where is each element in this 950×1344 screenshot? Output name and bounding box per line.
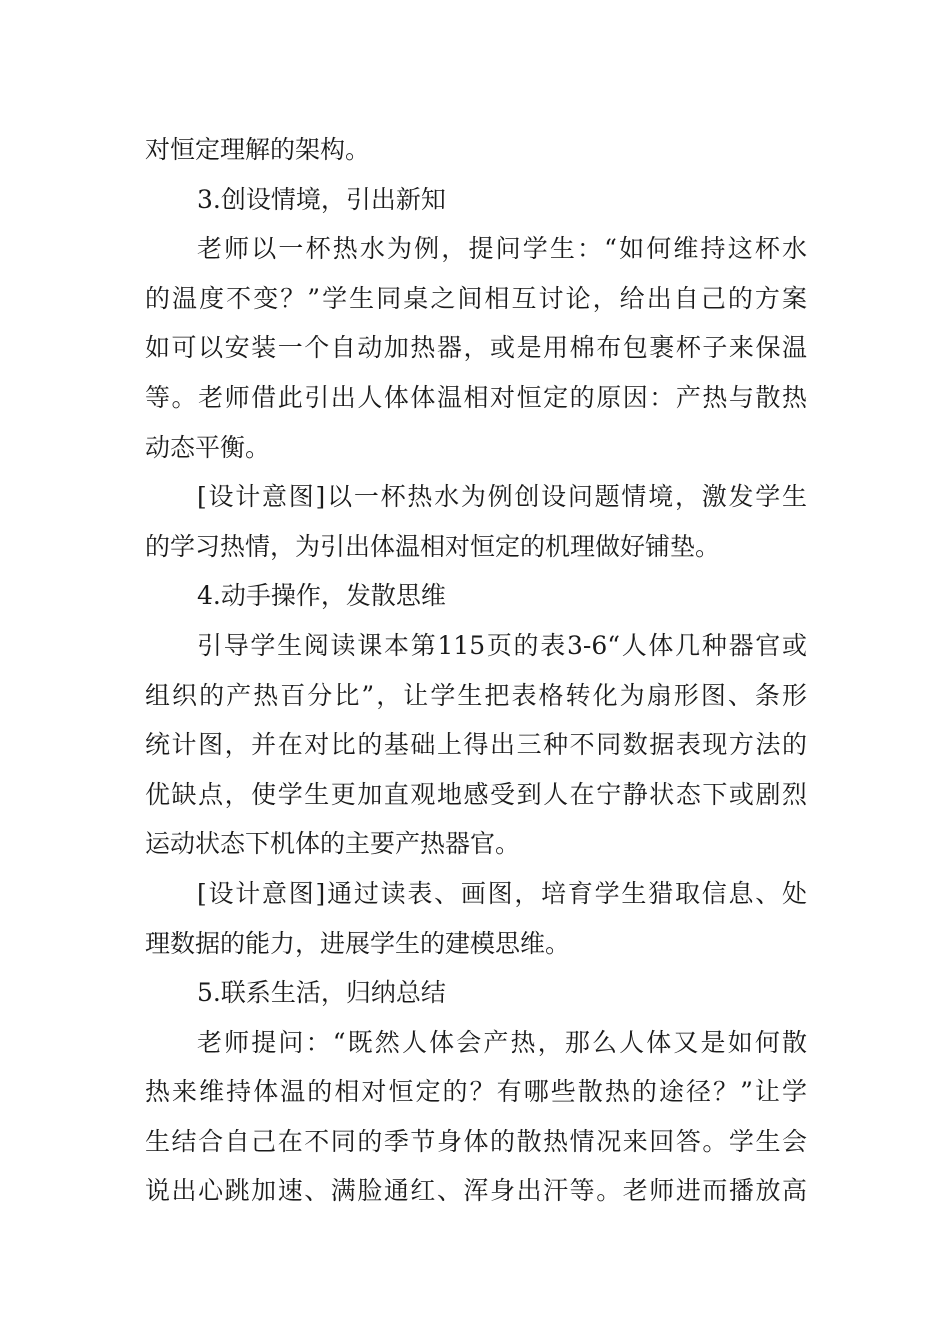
text-line: 老师提问：“既然人体会产热，那么人体又是如何散 (197, 1027, 807, 1057)
design-intent-line: [设计意图]通过读表、画图，培育学生猎取信息、处 (197, 878, 807, 908)
text-line: 生结合自己在不同的季节身体的散热情况来回答。学生会 (145, 1126, 807, 1156)
document-body (145, 125, 807, 1216)
text-line: 说出心跳加速、满脸通红、浑身出汗等。老师进而播放高 (145, 1176, 807, 1206)
section-heading-4: 4.动手操作，发散思维 (197, 581, 446, 611)
text-line: 动态平衡。 (145, 432, 271, 462)
text-line: 理数据的能力，进展学生的建模思维。 (145, 928, 571, 958)
text-line: 热来维持体温的相对恒定的？有哪些散热的途径？”让学 (145, 1077, 807, 1107)
text-line: 引导学生阅读课本第115页的表3-6“人体几种器官或 (197, 630, 807, 660)
text-line: 的温度不变？”学生同桌之间相互讨论，给出自己的方案 (145, 283, 807, 313)
section-heading-5: 5.联系生活，归纳总结 (197, 978, 446, 1008)
section-heading-3: 3.创设情境，引出新知 (197, 184, 446, 214)
text-line: 老师以一杯热水为例，提问学生：“如何维持这杯水 (197, 234, 807, 264)
text-line: 优缺点，使学生更加直观地感受到人在宁静状态下或剧烈 (145, 779, 807, 809)
text-line: 统计图，并在对比的基础上得出三种不同数据表现方法的 (145, 730, 807, 760)
text-line: 对恒定理解的架构。 (145, 135, 371, 164)
text-line: 如可以安装一个自动加热器，或是用棉布包裹杯子来保温 (145, 333, 807, 363)
text-line: 运动状态下机体的主要产热器官。 (145, 829, 521, 859)
text-line: 组织的产热百分比”，让学生把表格转化为扇形图、条形 (145, 680, 807, 710)
text-line: 等。老师借此引出人体体温相对恒定的原因：产热与散热 (145, 382, 807, 412)
text-line: 的学习热情，为引出体温相对恒定的机理做好铺垫。 (145, 531, 721, 561)
design-intent-line: [设计意图]以一杯热水为例创设问题情境，激发学生 (197, 482, 807, 512)
